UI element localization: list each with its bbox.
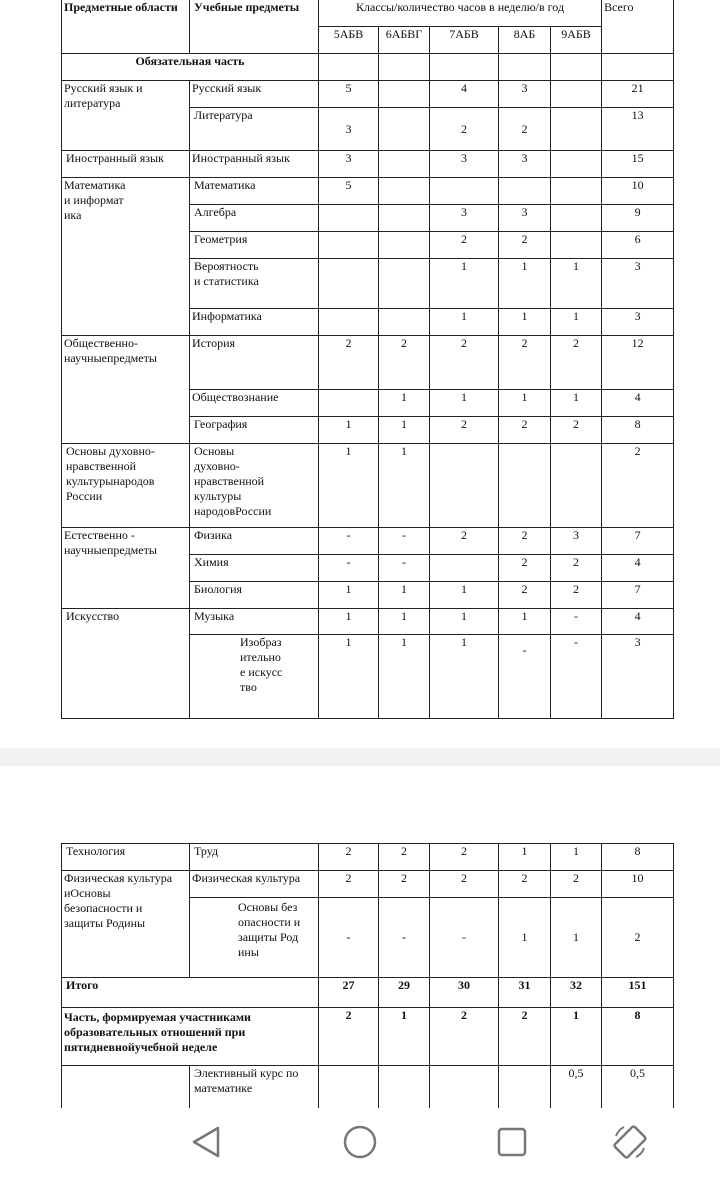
- value-cell: 1: [379, 417, 430, 444]
- value-cell: 1: [430, 609, 499, 635]
- value-cell: [319, 1066, 379, 1109]
- value-cell: -: [379, 528, 430, 555]
- total-cell: 7: [602, 582, 674, 609]
- value-cell: -: [551, 609, 602, 635]
- subject-cell: Биология: [190, 582, 319, 609]
- value-cell: [551, 444, 602, 528]
- grade-label: 6АБВГ: [379, 27, 430, 54]
- value-cell: 1: [499, 259, 551, 309]
- grade-label: 9АБВ: [551, 27, 602, 54]
- itogo-label: Итого: [62, 978, 319, 1008]
- value-cell: 3: [499, 81, 551, 108]
- grade-label: 8АБ: [499, 27, 551, 54]
- value-cell: [551, 232, 602, 259]
- value-cell: 1: [430, 259, 499, 309]
- curriculum-table-continued: [61, 843, 674, 1108]
- document-page-2: [0, 766, 720, 1108]
- value-cell: 30: [430, 978, 499, 1008]
- total-cell: 4: [602, 390, 674, 417]
- area-cell: Искусство: [62, 609, 190, 719]
- recents-icon[interactable]: [492, 1122, 532, 1162]
- value-cell: 1: [379, 390, 430, 417]
- subject-cell: [190, 898, 319, 978]
- header-classes: Классы/количество часов в неделю/в год: [319, 0, 602, 27]
- total-cell: 15: [602, 151, 674, 178]
- value-cell: 2: [319, 871, 379, 898]
- value-cell: -: [551, 635, 602, 719]
- area-cell: Иностранный язык: [62, 151, 190, 178]
- subject-obzr-label: Основы безопасности и защиты Родины: [238, 900, 301, 959]
- value-cell: 2: [499, 336, 551, 390]
- subject-cell: Физика: [190, 528, 319, 555]
- value-cell: -: [430, 898, 499, 978]
- total-cell: 9: [602, 205, 674, 232]
- value-cell: 0,5: [551, 1066, 602, 1109]
- value-cell: 1: [319, 417, 379, 444]
- value-cell: 2: [499, 232, 551, 259]
- curriculum-table: [61, 0, 674, 719]
- value-cell: -: [319, 528, 379, 555]
- table-row: [62, 871, 674, 898]
- value-cell: 2: [319, 1008, 379, 1066]
- value-cell: [551, 151, 602, 178]
- value-cell: 1: [379, 582, 430, 609]
- table-row: [62, 336, 674, 390]
- value-cell: 1: [499, 309, 551, 336]
- value-cell: 1: [319, 609, 379, 635]
- value-cell: [319, 259, 379, 309]
- total-cell: 21: [602, 81, 674, 108]
- value-cell: 3: [319, 151, 379, 178]
- value-cell: 1: [430, 309, 499, 336]
- subject-cell: Русский язык: [190, 81, 319, 108]
- value-cell: -: [379, 898, 430, 978]
- area-odnkr-label: Основы духовно-нравственной культурынародов России: [66, 444, 155, 503]
- formed-part-row: [62, 1008, 674, 1066]
- total-cell: 8: [602, 844, 674, 871]
- value-cell: 2: [499, 108, 551, 151]
- value-cell: 3: [499, 151, 551, 178]
- subject-cell: География: [190, 417, 319, 444]
- value-cell: 3: [499, 205, 551, 232]
- total-cell: 10: [602, 871, 674, 898]
- subject-cell: Математика: [190, 178, 319, 205]
- value-cell: [499, 178, 551, 205]
- value-cell: [499, 1066, 551, 1109]
- value-cell: 1: [430, 582, 499, 609]
- rotate-icon[interactable]: [610, 1122, 650, 1162]
- value-cell: [551, 81, 602, 108]
- area-cell: [62, 528, 190, 609]
- value-cell: 5: [319, 178, 379, 205]
- value-cell: 1: [430, 635, 499, 719]
- value-cell: 1: [551, 844, 602, 871]
- total-cell: 8: [602, 417, 674, 444]
- value-cell: 2: [430, 1008, 499, 1066]
- subject-cell: Иностранный язык: [190, 151, 319, 178]
- total-cell: 0,5: [602, 1066, 674, 1109]
- value-cell: 1: [430, 390, 499, 417]
- value-cell: 1: [499, 898, 551, 978]
- value-cell: 2: [499, 582, 551, 609]
- table-row: [62, 444, 674, 528]
- value-cell: [430, 444, 499, 528]
- value-cell: 4: [430, 81, 499, 108]
- value-cell: 29: [379, 978, 430, 1008]
- area-cell: [62, 178, 190, 336]
- value-cell: [319, 309, 379, 336]
- value-cell: -: [319, 898, 379, 978]
- mandatory-heading: Обязательная часть: [62, 54, 319, 81]
- elective-row: [62, 1066, 674, 1109]
- value-cell: 1: [379, 444, 430, 528]
- value-cell: [551, 108, 602, 151]
- value-cell: 2: [430, 232, 499, 259]
- subject-odnkr-label: Основы духовно-нравственной культуры народовРоссии: [194, 444, 272, 518]
- table-row: [62, 844, 674, 871]
- android-nav-bar: [0, 1108, 720, 1178]
- subject-cell: Алгебра: [190, 205, 319, 232]
- total-cell: 7: [602, 528, 674, 555]
- value-cell: 2: [499, 417, 551, 444]
- total-cell: 8: [602, 1008, 674, 1066]
- value-cell: [379, 259, 430, 309]
- elective-label: Элективный курс по математике: [194, 1066, 299, 1095]
- value-cell: [379, 232, 430, 259]
- subject-cell: Обществознание: [190, 390, 319, 417]
- value-cell: 1: [319, 635, 379, 719]
- table-row: [62, 81, 674, 108]
- value-cell: 2: [430, 336, 499, 390]
- table-row: [62, 151, 674, 178]
- value-cell: 2: [499, 528, 551, 555]
- value-cell: [499, 444, 551, 528]
- subject-cell: [190, 259, 319, 309]
- formed-part-label: [62, 1008, 319, 1066]
- value-cell: 1: [379, 635, 430, 719]
- total-cell: 3: [602, 635, 674, 719]
- section-row: [62, 54, 674, 81]
- table-row: [62, 609, 674, 635]
- value-cell: 2: [319, 844, 379, 871]
- value-cell: [551, 178, 602, 205]
- value-cell: 2: [379, 844, 430, 871]
- value-cell: 2: [499, 871, 551, 898]
- value-cell: 3: [551, 528, 602, 555]
- table-row: [62, 528, 674, 555]
- value-cell: -: [319, 555, 379, 582]
- value-cell: 2: [499, 555, 551, 582]
- value-cell: 3: [430, 205, 499, 232]
- header-subjects: Учебные предметы: [190, 0, 319, 54]
- subject-cell: Информатика: [190, 309, 319, 336]
- value-cell: 2: [551, 417, 602, 444]
- back-icon[interactable]: [186, 1122, 226, 1162]
- value-cell: [430, 1066, 499, 1109]
- value-cell: [319, 205, 379, 232]
- value-cell: 1: [551, 309, 602, 336]
- value-cell: [379, 205, 430, 232]
- value-cell: 2: [430, 871, 499, 898]
- value-cell: 27: [319, 978, 379, 1008]
- value-cell: 1: [551, 390, 602, 417]
- value-cell: -: [379, 555, 430, 582]
- header-areas: Предметные области: [62, 0, 190, 54]
- value-cell: 2: [551, 871, 602, 898]
- value-cell: [551, 205, 602, 232]
- value-cell: 32: [551, 978, 602, 1008]
- total-cell: 4: [602, 609, 674, 635]
- area-math-label: Математика и информатика: [64, 178, 126, 222]
- value-cell: [379, 309, 430, 336]
- value-cell: 2: [551, 555, 602, 582]
- value-cell: 2: [430, 108, 499, 151]
- subject-probability-label: Вероятность и статистика: [194, 259, 259, 288]
- value-cell: 2: [319, 336, 379, 390]
- value-cell: 1: [379, 1008, 430, 1066]
- grade-label: 5АБВ: [319, 27, 379, 54]
- area-cell: Русский язык и литература: [62, 81, 190, 151]
- area-science-label: Естественно - научныепредметы: [64, 528, 157, 557]
- total-cell: 6: [602, 232, 674, 259]
- value-cell: [379, 178, 430, 205]
- table-header-row: [62, 0, 674, 27]
- value-cell: [379, 151, 430, 178]
- subject-cell: История: [190, 336, 319, 390]
- value-cell: 2: [430, 844, 499, 871]
- area-pe-label: Физическая культура иОсновы безопасности и защиты Родины: [64, 871, 173, 930]
- itogo-row: [62, 978, 674, 1008]
- subject-cell: Геометрия: [190, 232, 319, 259]
- subject-cell: Литература: [190, 108, 319, 151]
- value-cell: 2: [551, 582, 602, 609]
- value-cell: [319, 232, 379, 259]
- subject-cell: Физическая культура: [190, 871, 319, 898]
- subject-cell: [190, 444, 319, 528]
- home-icon[interactable]: [340, 1122, 380, 1162]
- header-total: Всего: [602, 0, 674, 54]
- value-cell: [430, 555, 499, 582]
- value-cell: 1: [319, 444, 379, 528]
- value-cell: 1: [499, 609, 551, 635]
- area-social-label: Общественно-научныепредметы: [64, 336, 157, 365]
- value-cell: [379, 108, 430, 151]
- subject-cell: [190, 635, 319, 719]
- value-cell: 1: [499, 390, 551, 417]
- subject-art-label: Изобразительное искусство: [240, 635, 283, 694]
- total-cell: 3: [602, 259, 674, 309]
- value-cell: 2: [430, 417, 499, 444]
- value-cell: [430, 178, 499, 205]
- value-cell: 31: [499, 978, 551, 1008]
- subject-cell: Химия: [190, 555, 319, 582]
- total-cell: 12: [602, 336, 674, 390]
- value-cell: 3: [430, 151, 499, 178]
- value-cell: 1: [551, 259, 602, 309]
- value-cell: 1: [379, 609, 430, 635]
- subject-cell: Музыка: [190, 609, 319, 635]
- total-cell: 2: [602, 444, 674, 528]
- area-cell: [62, 871, 190, 978]
- value-cell: 1: [319, 582, 379, 609]
- area-cell: [62, 336, 190, 444]
- total-cell: 2: [602, 898, 674, 978]
- value-cell: 2: [551, 336, 602, 390]
- value-cell: 2: [499, 1008, 551, 1066]
- area-cell: Технология: [62, 844, 190, 871]
- value-cell: [319, 390, 379, 417]
- value-cell: 1: [551, 1008, 602, 1066]
- value-cell: -: [499, 635, 551, 719]
- value-cell: 1: [551, 898, 602, 978]
- value-cell: [379, 81, 430, 108]
- page-separator: [0, 748, 720, 766]
- total-cell: 4: [602, 555, 674, 582]
- value-cell: 2: [379, 871, 430, 898]
- area-cell: [62, 444, 190, 528]
- total-cell: 3: [602, 309, 674, 336]
- table-row: [62, 178, 674, 205]
- total-cell: 151: [602, 978, 674, 1008]
- value-cell: 2: [379, 336, 430, 390]
- value-cell: [379, 1066, 430, 1109]
- total-cell: 13: [602, 108, 674, 151]
- formed-part-text: Часть, формируемая участниками образовательных отношений при пятидневнойучебной неделе: [64, 1010, 251, 1054]
- value-cell: 1: [499, 844, 551, 871]
- value-cell: 2: [430, 528, 499, 555]
- value-cell: 3: [319, 108, 379, 151]
- grade-label: 7АБВ: [430, 27, 499, 54]
- total-cell: 10: [602, 178, 674, 205]
- subject-cell: [190, 1066, 319, 1109]
- value-cell: 5: [319, 81, 379, 108]
- subject-cell: Труд: [190, 844, 319, 871]
